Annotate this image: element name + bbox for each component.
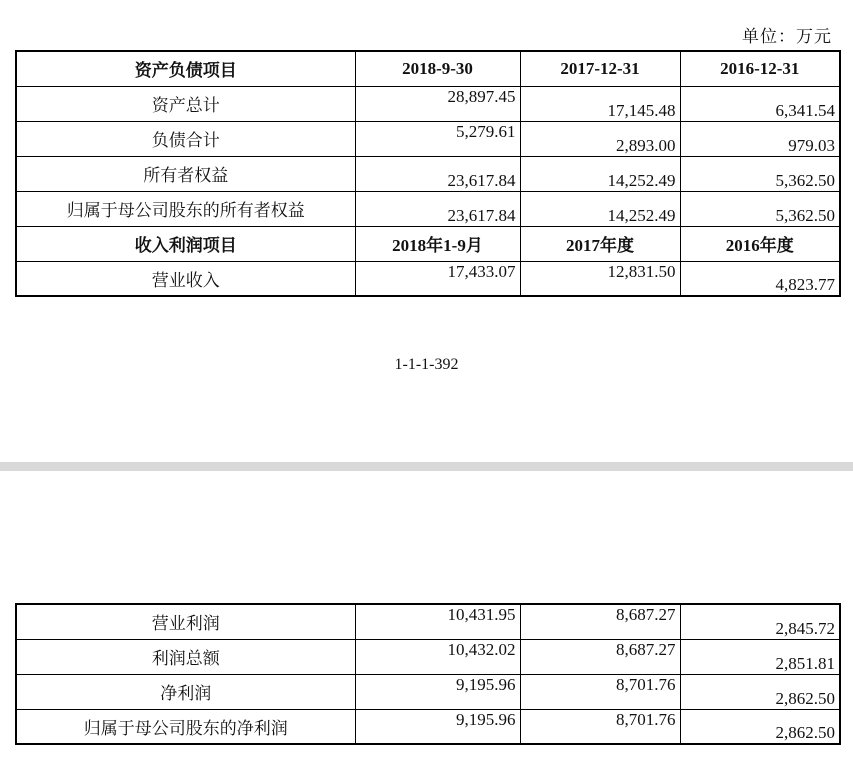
value-cell: 8,701.76 — [520, 674, 680, 709]
value-cell: 2,862.50 — [680, 709, 840, 744]
value-cell: 14,252.49 — [520, 191, 680, 226]
value-cell: 8,687.27 — [520, 639, 680, 674]
value-cell: 5,362.50 — [680, 156, 840, 191]
value-cell: 6,341.54 — [680, 86, 840, 121]
table-row — [16, 191, 840, 226]
row-label: 所有者权益 — [16, 156, 355, 191]
value-cell: 23,617.84 — [355, 156, 520, 191]
header-cell: 收入利润项目 — [16, 226, 355, 261]
table-row — [16, 86, 840, 121]
header-cell: 2017年度 — [520, 226, 680, 261]
value-cell: 4,823.77 — [680, 261, 840, 296]
row-label: 归属于母公司股东的净利润 — [16, 709, 355, 744]
value-cell: 17,433.07 — [355, 261, 520, 296]
balance-header-row — [16, 51, 840, 86]
header-cell: 2018-9-30 — [355, 51, 520, 86]
value-cell: 2,862.50 — [680, 674, 840, 709]
value-cell: 10,432.02 — [355, 639, 520, 674]
table-row — [16, 639, 840, 674]
value-cell: 2,851.81 — [680, 639, 840, 674]
value-cell: 979.03 — [680, 121, 840, 156]
page-number: 1-1-1-392 — [394, 356, 459, 373]
value-cell: 9,195.96 — [355, 674, 520, 709]
header-cell: 2016年度 — [680, 226, 840, 261]
table-row — [16, 121, 840, 156]
value-cell: 28,897.45 — [355, 86, 520, 121]
row-label: 归属于母公司股东的所有者权益 — [16, 191, 355, 226]
unit-label: 单位：万元 — [742, 27, 832, 46]
value-cell: 17,145.48 — [520, 86, 680, 121]
value-cell: 5,279.61 — [355, 121, 520, 156]
row-label: 营业收入 — [16, 261, 355, 296]
table-row — [16, 604, 840, 639]
table-row — [16, 709, 840, 744]
table-row — [16, 261, 840, 296]
row-label: 营业利润 — [16, 604, 355, 639]
value-cell: 5,362.50 — [680, 191, 840, 226]
value-cell: 8,701.76 — [520, 709, 680, 744]
value-cell: 2,845.72 — [680, 604, 840, 639]
header-cell: 资产负债项目 — [16, 51, 355, 86]
value-cell: 14,252.49 — [520, 156, 680, 191]
financial-table-top — [15, 50, 841, 297]
financial-table-bottom — [15, 603, 841, 745]
row-label: 净利润 — [16, 674, 355, 709]
row-label: 负债合计 — [16, 121, 355, 156]
table-row — [16, 674, 840, 709]
row-label: 利润总额 — [16, 639, 355, 674]
row-label: 资产总计 — [16, 86, 355, 121]
value-cell: 2,893.00 — [520, 121, 680, 156]
value-cell: 9,195.96 — [355, 709, 520, 744]
header-cell: 2017-12-31 — [520, 51, 680, 86]
header-cell: 2018年1-9月 — [355, 226, 520, 261]
table-row — [16, 156, 840, 191]
value-cell: 23,617.84 — [355, 191, 520, 226]
header-cell: 2016-12-31 — [680, 51, 840, 86]
page-separator — [0, 462, 853, 471]
value-cell: 10,431.95 — [355, 604, 520, 639]
value-cell: 12,831.50 — [520, 261, 680, 296]
income-header-row — [16, 226, 840, 261]
value-cell: 8,687.27 — [520, 604, 680, 639]
